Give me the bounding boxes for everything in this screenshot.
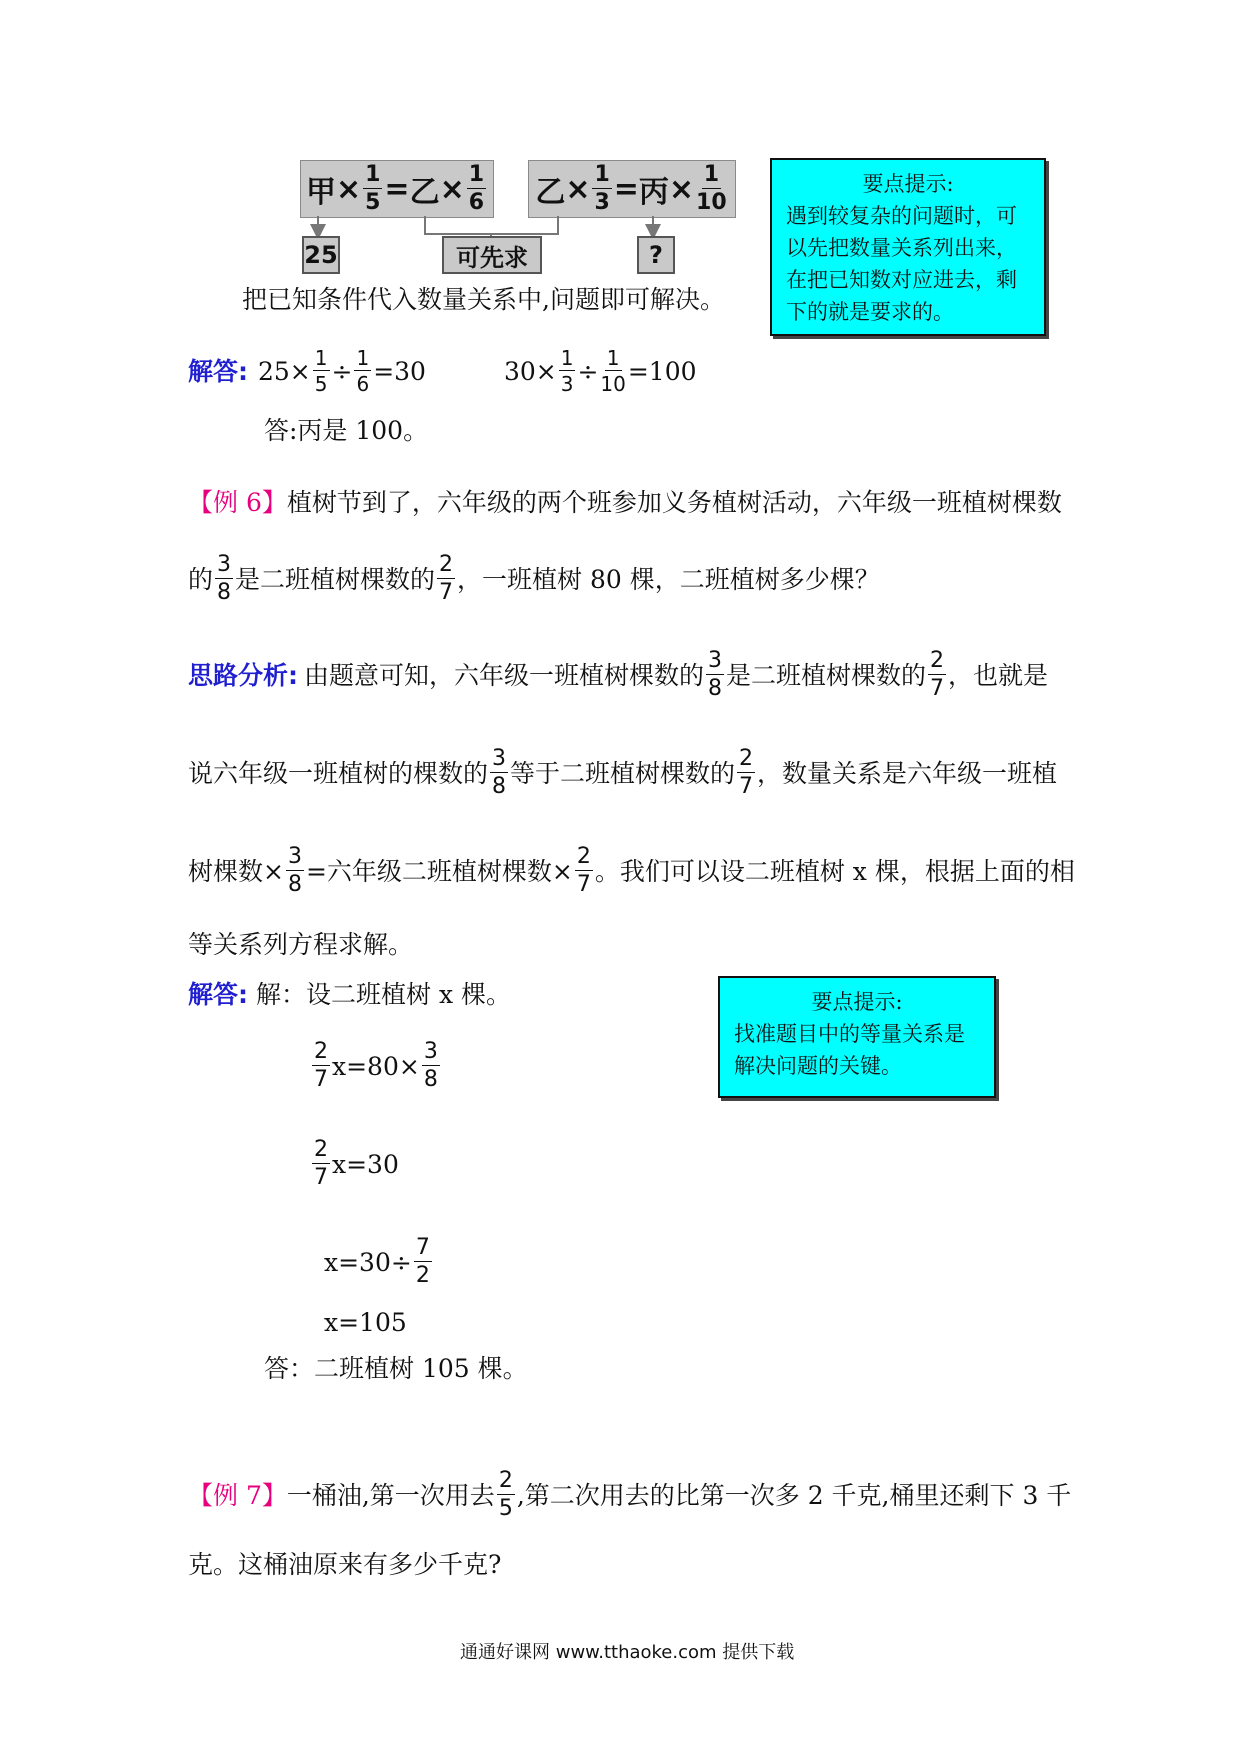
- equation-step-4: x=105: [324, 1308, 407, 1337]
- analysis-text: ，也就是: [948, 660, 1049, 690]
- fraction: $\frac{3}{8}$: [423, 1039, 438, 1092]
- tip-line: 在把已知数对应进去，剩: [786, 268, 1017, 292]
- known-value-box: 25: [302, 236, 340, 274]
- analysis-text: 等于二班植树棵数的: [510, 758, 736, 788]
- fraction: $\frac{1}{5}$: [314, 346, 328, 396]
- fraction: $\frac{3}{8}$: [217, 552, 232, 605]
- fraction: $\frac{2}{7}$: [930, 648, 945, 701]
- answer-text: 答:丙是 100。: [264, 416, 429, 445]
- tip-line: 下的就是要求的。: [786, 300, 954, 324]
- fraction: $\frac{1}{3}$: [594, 162, 610, 215]
- substitute-text: 把已知条件代入数量关系中,问题即可解决。: [242, 285, 725, 314]
- question-text: 的: [188, 564, 214, 594]
- times-sign: ×: [565, 171, 591, 207]
- symbol-jia: 甲: [305, 175, 336, 210]
- divide-sign: ÷: [577, 356, 599, 386]
- fraction: $\frac{3}{8}$: [708, 648, 723, 701]
- symbol-bing: 丙: [638, 175, 669, 210]
- analysis-text: ，数量关系是六年级一班植: [757, 758, 1058, 788]
- tip-line: 找准题目中的等量关系是: [734, 1022, 965, 1046]
- fraction: $\frac{1}{10}$: [600, 346, 626, 396]
- question-text: 一桶油,第一次用去: [286, 1480, 495, 1510]
- equation-text: x=80×: [332, 1051, 420, 1081]
- equals-sign: =: [613, 171, 639, 207]
- solution-row: [188, 346, 697, 396]
- diagram-connectors: [0, 0, 1240, 300]
- times-sign: ×: [335, 171, 362, 207]
- analysis-text: 树棵数×: [188, 856, 284, 886]
- question-text: ，一班植树 80 棵，二班植树多少棵？: [457, 564, 880, 594]
- eq-part: 30×: [503, 356, 557, 386]
- example-tag: 【例 6】: [188, 488, 287, 517]
- tip-line: 遇到较复杂的问题时，可: [786, 204, 1017, 228]
- divide-sign: ÷: [331, 356, 353, 386]
- eq-result: =100: [627, 356, 697, 386]
- answer-text: 答：二班植树 105 棵。: [264, 1354, 528, 1383]
- fraction: $\frac{3}{8}$: [492, 746, 507, 799]
- tip-line: 以先把数量关系列出来，: [786, 236, 1017, 260]
- footer-text: 通通好课网 www.tthaoke.com 提供下载: [460, 1642, 795, 1663]
- analysis-line-2: [188, 744, 1057, 802]
- solution-row: [188, 982, 511, 1007]
- question-text: 植树节到了，六年级的两个班参加义务植树活动，六年级一班植树棵数: [286, 488, 1062, 517]
- solution-label: 解答:: [188, 356, 248, 386]
- example-tag: 【例 7】: [188, 1480, 287, 1510]
- analysis-line-3: [188, 842, 1075, 900]
- fraction: $\frac{1}{5}$: [365, 162, 381, 215]
- example-7-line-1: [188, 1466, 1071, 1524]
- fraction: $\frac{1}{6}$: [356, 346, 370, 396]
- times-sign: ×: [668, 171, 695, 207]
- analysis-text: =六年级二班植树棵数×: [305, 856, 573, 886]
- fraction: $\frac{1}{10}$: [696, 162, 727, 215]
- symbol-yi: 乙: [409, 175, 440, 210]
- equation-step-1: [310, 1038, 442, 1094]
- find-first-box: 可先求: [442, 236, 542, 274]
- fraction: $\frac{2}{5}$: [498, 1468, 513, 1521]
- question-text: 是二班植树棵数的: [235, 564, 436, 594]
- eq-part: 25×: [258, 356, 311, 386]
- analysis-text: 说六年级一班植树的棵数的: [188, 758, 489, 788]
- tip-title: 要点提示:: [862, 172, 954, 196]
- fraction: $\frac{3}{8}$: [287, 844, 302, 897]
- example-6-line-1: [188, 490, 1062, 515]
- equation-text: x=30÷: [324, 1247, 412, 1277]
- tip-title: 要点提示:: [811, 990, 903, 1014]
- fraction: $\frac{2}{7}$: [576, 844, 591, 897]
- times-sign: ×: [439, 171, 465, 207]
- equation-text: x=30: [332, 1149, 399, 1179]
- fraction: $\frac{2}{7}$: [314, 1137, 328, 1190]
- fraction: $\frac{1}{6}$: [468, 162, 485, 215]
- analysis-text: 由题意可知，六年级一班植树棵数的: [304, 660, 705, 690]
- analysis-line-1: [188, 646, 1048, 704]
- symbol-yi: 乙: [535, 175, 566, 210]
- fraction: $\frac{1}{3}$: [560, 346, 574, 396]
- tip-line: 解决问题的关键。: [734, 1054, 902, 1078]
- solution-label: 解答:: [188, 980, 248, 1009]
- analysis-line-4: 等关系列方程求解。: [188, 930, 414, 959]
- fraction: $\frac{2}{7}$: [439, 552, 454, 605]
- equation-step-3: [324, 1234, 434, 1290]
- tip-box: [718, 976, 996, 1098]
- example-7-line-2: 克。这桶油原来有多少千克?: [188, 1550, 502, 1579]
- example-6-line-2: [188, 550, 880, 608]
- unknown-box: ?: [637, 236, 675, 274]
- fraction: $\frac{2}{7}$: [739, 746, 754, 799]
- tip-box: [770, 158, 1046, 336]
- fraction: $\frac{7}{2}$: [415, 1235, 430, 1288]
- analysis-text: 是二班植树棵数的: [726, 660, 927, 690]
- eq-result: =30: [373, 356, 426, 386]
- solution-text: 解：设二班植树 x 棵。: [256, 980, 511, 1009]
- analysis-label: 思路分析:: [188, 660, 298, 690]
- fraction: $\frac{2}{7}$: [314, 1039, 328, 1092]
- question-text: ,第二次用去的比第一次多 2 千克,桶里还剩下 3 千: [516, 1480, 1072, 1510]
- equation-step-2: [310, 1136, 399, 1192]
- equals-sign: =: [384, 171, 410, 207]
- analysis-text: 。我们可以设二班植树 x 棵，根据上面的相: [594, 856, 1075, 886]
